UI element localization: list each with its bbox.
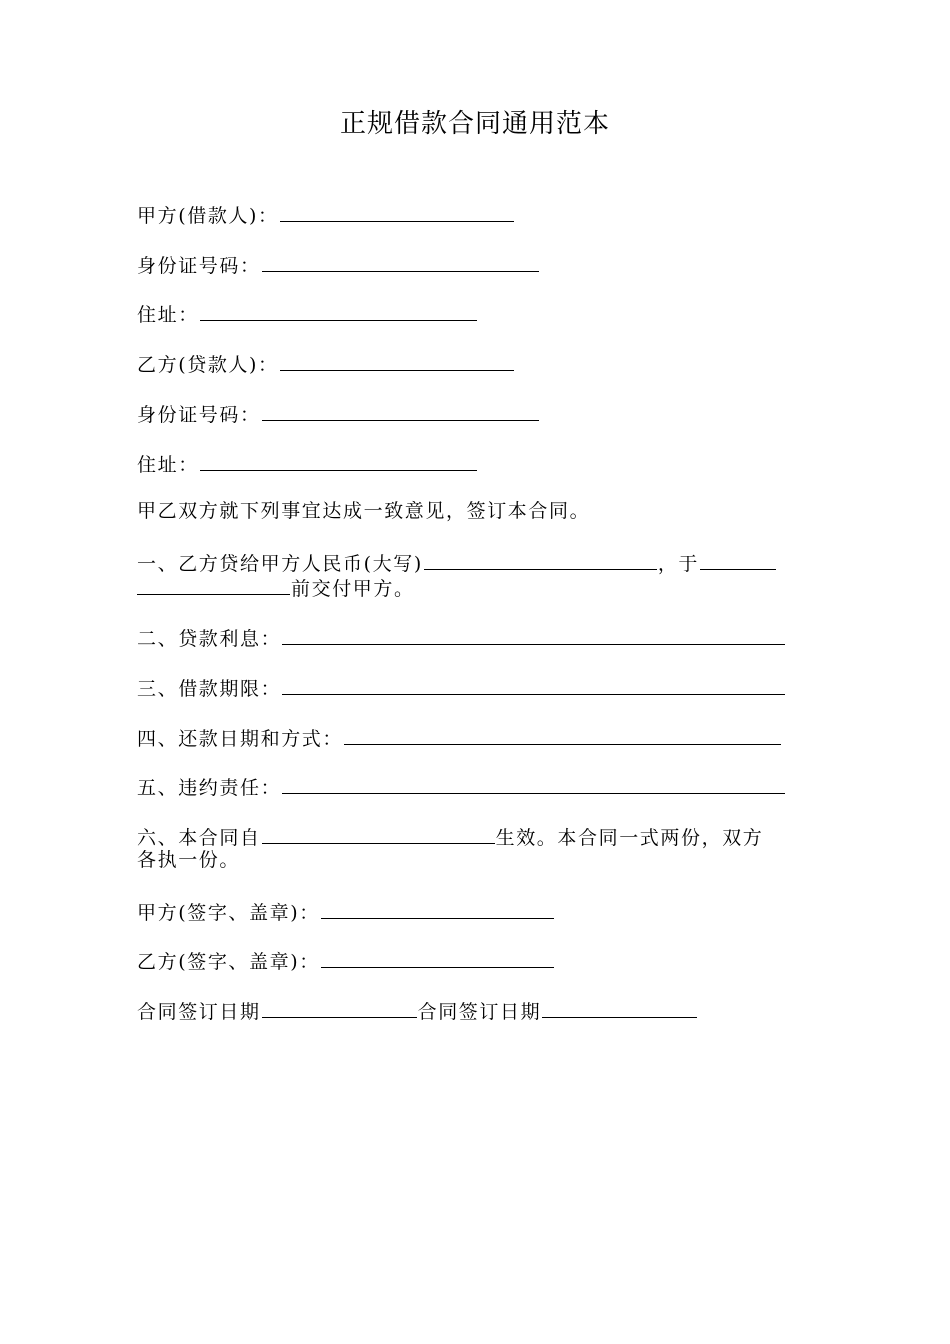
party-b-id-blank[interactable]: [262, 400, 539, 421]
clause-1-line-2: [137, 574, 415, 601]
clause-2-label: 二、贷款利息：: [137, 628, 282, 650]
clause-3-label: 三、借款期限：: [137, 678, 282, 700]
intro-text: 甲乙双方就下列事宜达成一致意见，签订本合同。: [137, 500, 591, 522]
signing-date-blank-2[interactable]: [542, 997, 697, 1018]
clause-6-text-2: 生效。本合同一式两份，双方: [495, 827, 764, 849]
clause-6-line-1: [137, 823, 763, 850]
clause-2-row: [137, 624, 786, 651]
document-title: 正规借款合同通用范本: [339, 109, 610, 139]
clause-1-text-3: 前交付甲方。: [291, 578, 415, 600]
party-b-lender-label: 乙方(贷款人)：: [137, 354, 279, 376]
clause-5-row: [137, 773, 786, 800]
clause-3-blank[interactable]: [282, 674, 785, 695]
clause-2-blank[interactable]: [282, 624, 785, 645]
party-a-id-label: 身份证号码：: [137, 255, 261, 277]
party-b-address-blank[interactable]: [200, 450, 477, 471]
clause-6-effective-blank[interactable]: [262, 823, 495, 844]
party-a-id-blank[interactable]: [262, 251, 539, 272]
signing-date-row: [137, 997, 698, 1024]
party-b-address-row: [137, 450, 478, 477]
clause-5-label: 五、违约责任：: [137, 777, 282, 799]
party-a-address-blank[interactable]: [200, 300, 477, 321]
signing-date-blank-1[interactable]: [262, 997, 417, 1018]
party-a-id-row: [137, 251, 540, 278]
party-b-id-label: 身份证号码：: [137, 404, 261, 426]
clause-4-blank[interactable]: [344, 724, 781, 745]
party-a-address-label: 住址：: [137, 304, 199, 326]
clause-1-line-1: [137, 549, 777, 576]
clause-1-text-2: ，于: [657, 553, 700, 575]
party-b-signature-row: [137, 947, 555, 974]
clause-1-amount-blank[interactable]: [424, 549, 657, 570]
party-a-borrower-label: 甲方(借款人)：: [137, 205, 279, 227]
party-a-borrower-row: [137, 201, 515, 228]
signing-date-label-2: 合同签订日期: [417, 1001, 542, 1023]
party-b-signature-label: 乙方(签字、盖章)：: [137, 951, 320, 973]
clause-1-date-blank-a[interactable]: [700, 549, 776, 570]
party-a-signature-blank[interactable]: [321, 898, 554, 919]
clause-4-label: 四、还款日期和方式：: [137, 728, 344, 750]
clause-6-text-1: 六、本合同自: [137, 827, 261, 849]
party-a-signature-row: [137, 898, 555, 925]
party-b-lender-row: [137, 350, 515, 377]
party-b-address-label: 住址：: [137, 454, 199, 476]
party-b-lender-blank[interactable]: [280, 350, 514, 371]
clause-3-row: [137, 674, 786, 701]
clause-4-row: [137, 724, 782, 751]
signing-date-label-1: 合同签订日期: [137, 1001, 261, 1023]
clause-6-line-2: 各执一份。: [137, 849, 241, 871]
clause-1-date-blank-b[interactable]: [137, 574, 290, 595]
party-a-borrower-blank[interactable]: [280, 201, 514, 222]
party-b-id-row: [137, 400, 540, 427]
clause-5-blank[interactable]: [282, 773, 785, 794]
clause-1-text-1: 一、乙方贷给甲方人民币(大写): [137, 553, 423, 575]
party-b-signature-blank[interactable]: [321, 947, 554, 968]
party-a-signature-label: 甲方(签字、盖章)：: [137, 902, 320, 924]
party-a-address-row: [137, 300, 478, 327]
